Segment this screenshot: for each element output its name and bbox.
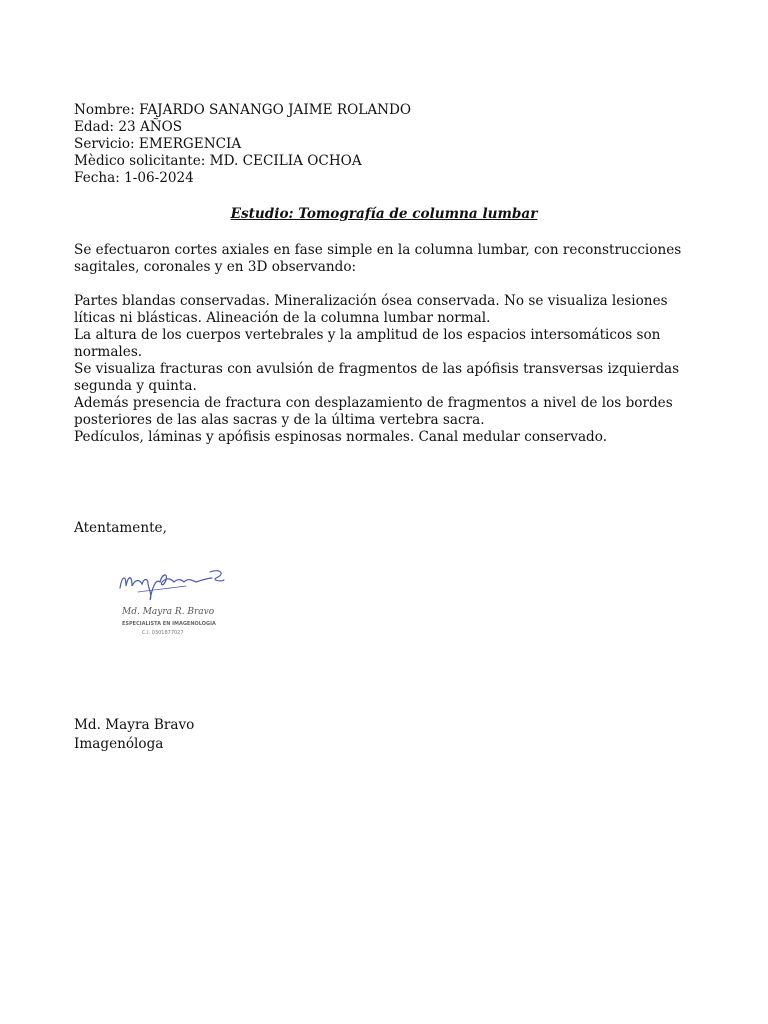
closing-salutation: Atentamente, xyxy=(74,520,167,536)
signer-title: Imagenóloga xyxy=(74,736,164,752)
finding-item: Se visualiza fracturas con avulsión de fragmentos de las apófisis transversas izquierdas segunda y quinta. xyxy=(74,361,680,394)
signer-block xyxy=(74,717,694,755)
study-title: Estudio: Tomografía de columna lumbar xyxy=(230,206,538,222)
patient-name: Nombre: FAJARDO SANANGO JAIME ROLANDO xyxy=(74,102,412,118)
findings-section xyxy=(74,293,694,446)
patient-info xyxy=(74,102,694,187)
stamp-specialty: ESPECIALISTA EN IMAGENOLOGIA xyxy=(122,621,216,627)
finding-item: Pedículos, láminas y apófisis espinosas normales. Canal medular conservado. xyxy=(74,429,608,445)
report-date: Fecha: 1-06-2024 xyxy=(74,170,194,186)
finding-item: Además presencia de fractura con desplazamiento de fragmentos a nivel de los bordes posteriores de las alas sacras y de la última vertebra sacra. xyxy=(74,395,673,428)
requesting-doctor: Mèdico solicitante: MD. CECILIA OCHOA xyxy=(74,153,362,169)
patient-age: Edad: 23 AÑOS xyxy=(74,119,183,135)
stamp-id: C.I. 0301877027 xyxy=(142,630,184,636)
finding-item: La altura de los cuerpos vertebrales y la amplitud de los espacios intersomáticos son normales. xyxy=(74,327,661,360)
stamp-name: Md. Mayra R. Bravo xyxy=(122,607,215,617)
handwritten-signature xyxy=(120,575,212,600)
finding-item: Partes blandas conservadas. Mineralización ósea conservada. No se visualiza lesiones líticas ni blásticas. Alineación de la columna lumbar normal. xyxy=(74,293,668,326)
signer-name: Md. Mayra Bravo xyxy=(74,717,195,733)
intro-paragraph: Se efectuaron cortes axiales en fase simple en la columna lumbar, con reconstrucciones sagitales, coronales y en 3D observando: xyxy=(74,242,682,275)
signature-stamp xyxy=(112,562,232,642)
patient-service: Servicio: EMERGENCIA xyxy=(74,136,242,152)
